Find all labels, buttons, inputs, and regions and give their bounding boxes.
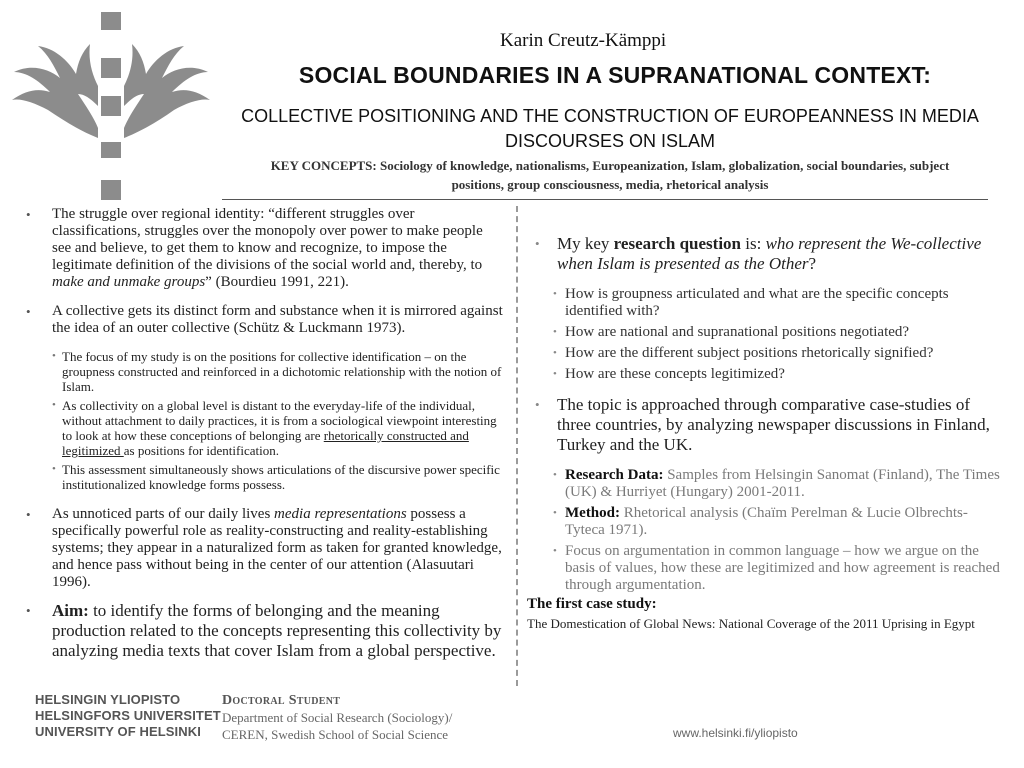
aim-text: to identify the forms of belonging and the meaning production related to the concepts representing this collectivity by analyzing media texts that cover Islam from a global perspective. <box>52 601 502 660</box>
bullet-text: possess a specifically powerful role as reality-constructing and reality-establishing systems; they appear in a naturalized form as taken for granted knowledge, and hence pass without being in the center of our attention (Alasuutari 1996). <box>52 506 502 590</box>
uni-name-finnish: HELSINGIN YLIOPISTO <box>35 692 181 707</box>
sub-question-3: • How are the different subject positions rhetorically signified? <box>553 345 1007 362</box>
bullet-emphasis: make and unmake groups <box>52 274 206 290</box>
rq-text: My key <box>557 234 614 253</box>
uni-name-english: UNIVERSITY OF HELSINKI <box>35 724 201 739</box>
focus-bullet: • Focus on argumentation in common language – how we argue on the basis of values, how these are legitimized and how agreement is reached through argumentation. <box>553 543 1007 594</box>
method <box>553 505 1007 539</box>
website-link[interactable]: www.helsinki.fi/yliopisto <box>673 726 798 740</box>
method-text: Rhetorical analysis (Chaïm Perelman & Lucie Olbrechts-Tyteca 1971). <box>565 505 968 538</box>
bullet-text: ” (Bourdieu 1991, 221). <box>205 274 349 290</box>
department-line-1: Department of Social Research (Sociology)/ <box>222 710 453 725</box>
department-line-2: CEREN, Swedish School of Social Science <box>222 727 449 742</box>
rq-text: is: <box>741 234 766 253</box>
rq-text: ? <box>808 254 817 273</box>
bullet-media <box>30 506 505 591</box>
research-data-text: Samples from Helsingin Sanomat (Finland), The Times (UK) & Hurriyet (Hungary) 2001-2011. <box>565 467 1000 500</box>
bullet-aim <box>30 601 505 661</box>
sub-bullet-text: as positions for identification. <box>123 443 279 458</box>
university-wordmark <box>35 692 221 740</box>
column-divider <box>516 206 518 686</box>
method-label: Method: <box>565 505 620 521</box>
university-logo-icon <box>8 10 213 202</box>
sub-bullet-text: As collectivity on a global level is distant to the everyday-life of the individual, without attachment to daily practices, it is from a sociological viewpoint interesting to look at how these conceptions of belonging are <box>62 398 497 443</box>
bullet-text: As unnoticed parts of our daily lives <box>52 506 275 522</box>
poster-title: SOCIAL BOUNDARIES IN A SUPRANATIONAL CONTEXT: <box>298 62 932 88</box>
student-role: Doctoral Student <box>222 693 341 708</box>
sub-question-4: • How are these concepts legitimized? <box>553 366 1007 383</box>
bullet-text: The struggle over regional identity: “different struggles over classifications, struggles over the monopoly over power to make people see and believe, to get them to know and recognize, to impose the legitimate definition of the divisions of the social world and, thereby, to <box>52 206 483 273</box>
rq-bold: research question <box>613 234 742 253</box>
key-concepts-text: : Sociology of knowledge, nationalisms, Europeanization, Islam, globalization, social boundaries, subject positions, group consciousness, media, rhetorical analysis <box>372 158 950 192</box>
author-name: Karin Creutz-Kämppi <box>500 30 667 51</box>
case-study-title: The first case study: <box>527 596 657 612</box>
sub-bullet-collectivity <box>52 398 505 458</box>
sub-question-1: • How is groupness articulated and what are the specific concepts identified with? <box>553 286 1007 320</box>
aim-label: Aim: <box>52 601 89 620</box>
key-concepts-label: KEY CONCEPTS <box>270 158 373 173</box>
poster-subtitle: COLLECTIVE POSITIONING AND THE CONSTRUCTION OF EUROPEANNESS IN MEDIA DISCOURSES ON ISLAM <box>241 106 979 151</box>
sub-bullet-underline: rhetorically constructed and legitimized <box>62 428 469 458</box>
research-data-label: Research Data: <box>565 467 664 483</box>
bullet-emphasis: media representations <box>274 506 407 522</box>
sub-bullet-focus: • The focus of my study is on the positions for collective identification – on the groupness constructed and reinforced in a dichotomic relationship with the notion of Islam. <box>52 349 505 394</box>
research-data <box>553 467 1007 501</box>
sub-bullet-assessment: • This assessment simultaneously shows articulations of the discursive power specific institutionalized knowledge forms possess. <box>52 462 505 492</box>
rq-emphasis: who represent the We-collective when Islam is presented as the Other <box>557 234 982 273</box>
bullet-collective: • A collective gets its distinct form and substance when it is mirrored against the idea of an outer collective (Schütz & Luckmann 1973). <box>30 303 505 337</box>
case-study-text: The Domestication of Global News: National Coverage of the 2011 Uprising in Egypt <box>527 616 975 631</box>
key-concepts <box>252 156 968 194</box>
topic-bullet: • The topic is approached through comparative case-studies of three countries, by analyzing newspaper discussions in Finland, Turkey and the UK. <box>527 395 1007 455</box>
header-divider <box>222 199 988 200</box>
student-info <box>222 692 452 743</box>
sub-question-2: • How are national and supranational positions negotiated? <box>553 324 1007 341</box>
research-question <box>527 234 1007 274</box>
bullet-bourdieu <box>30 206 505 291</box>
uni-name-swedish: HELSINGFORS UNIVERSITET <box>35 708 221 723</box>
